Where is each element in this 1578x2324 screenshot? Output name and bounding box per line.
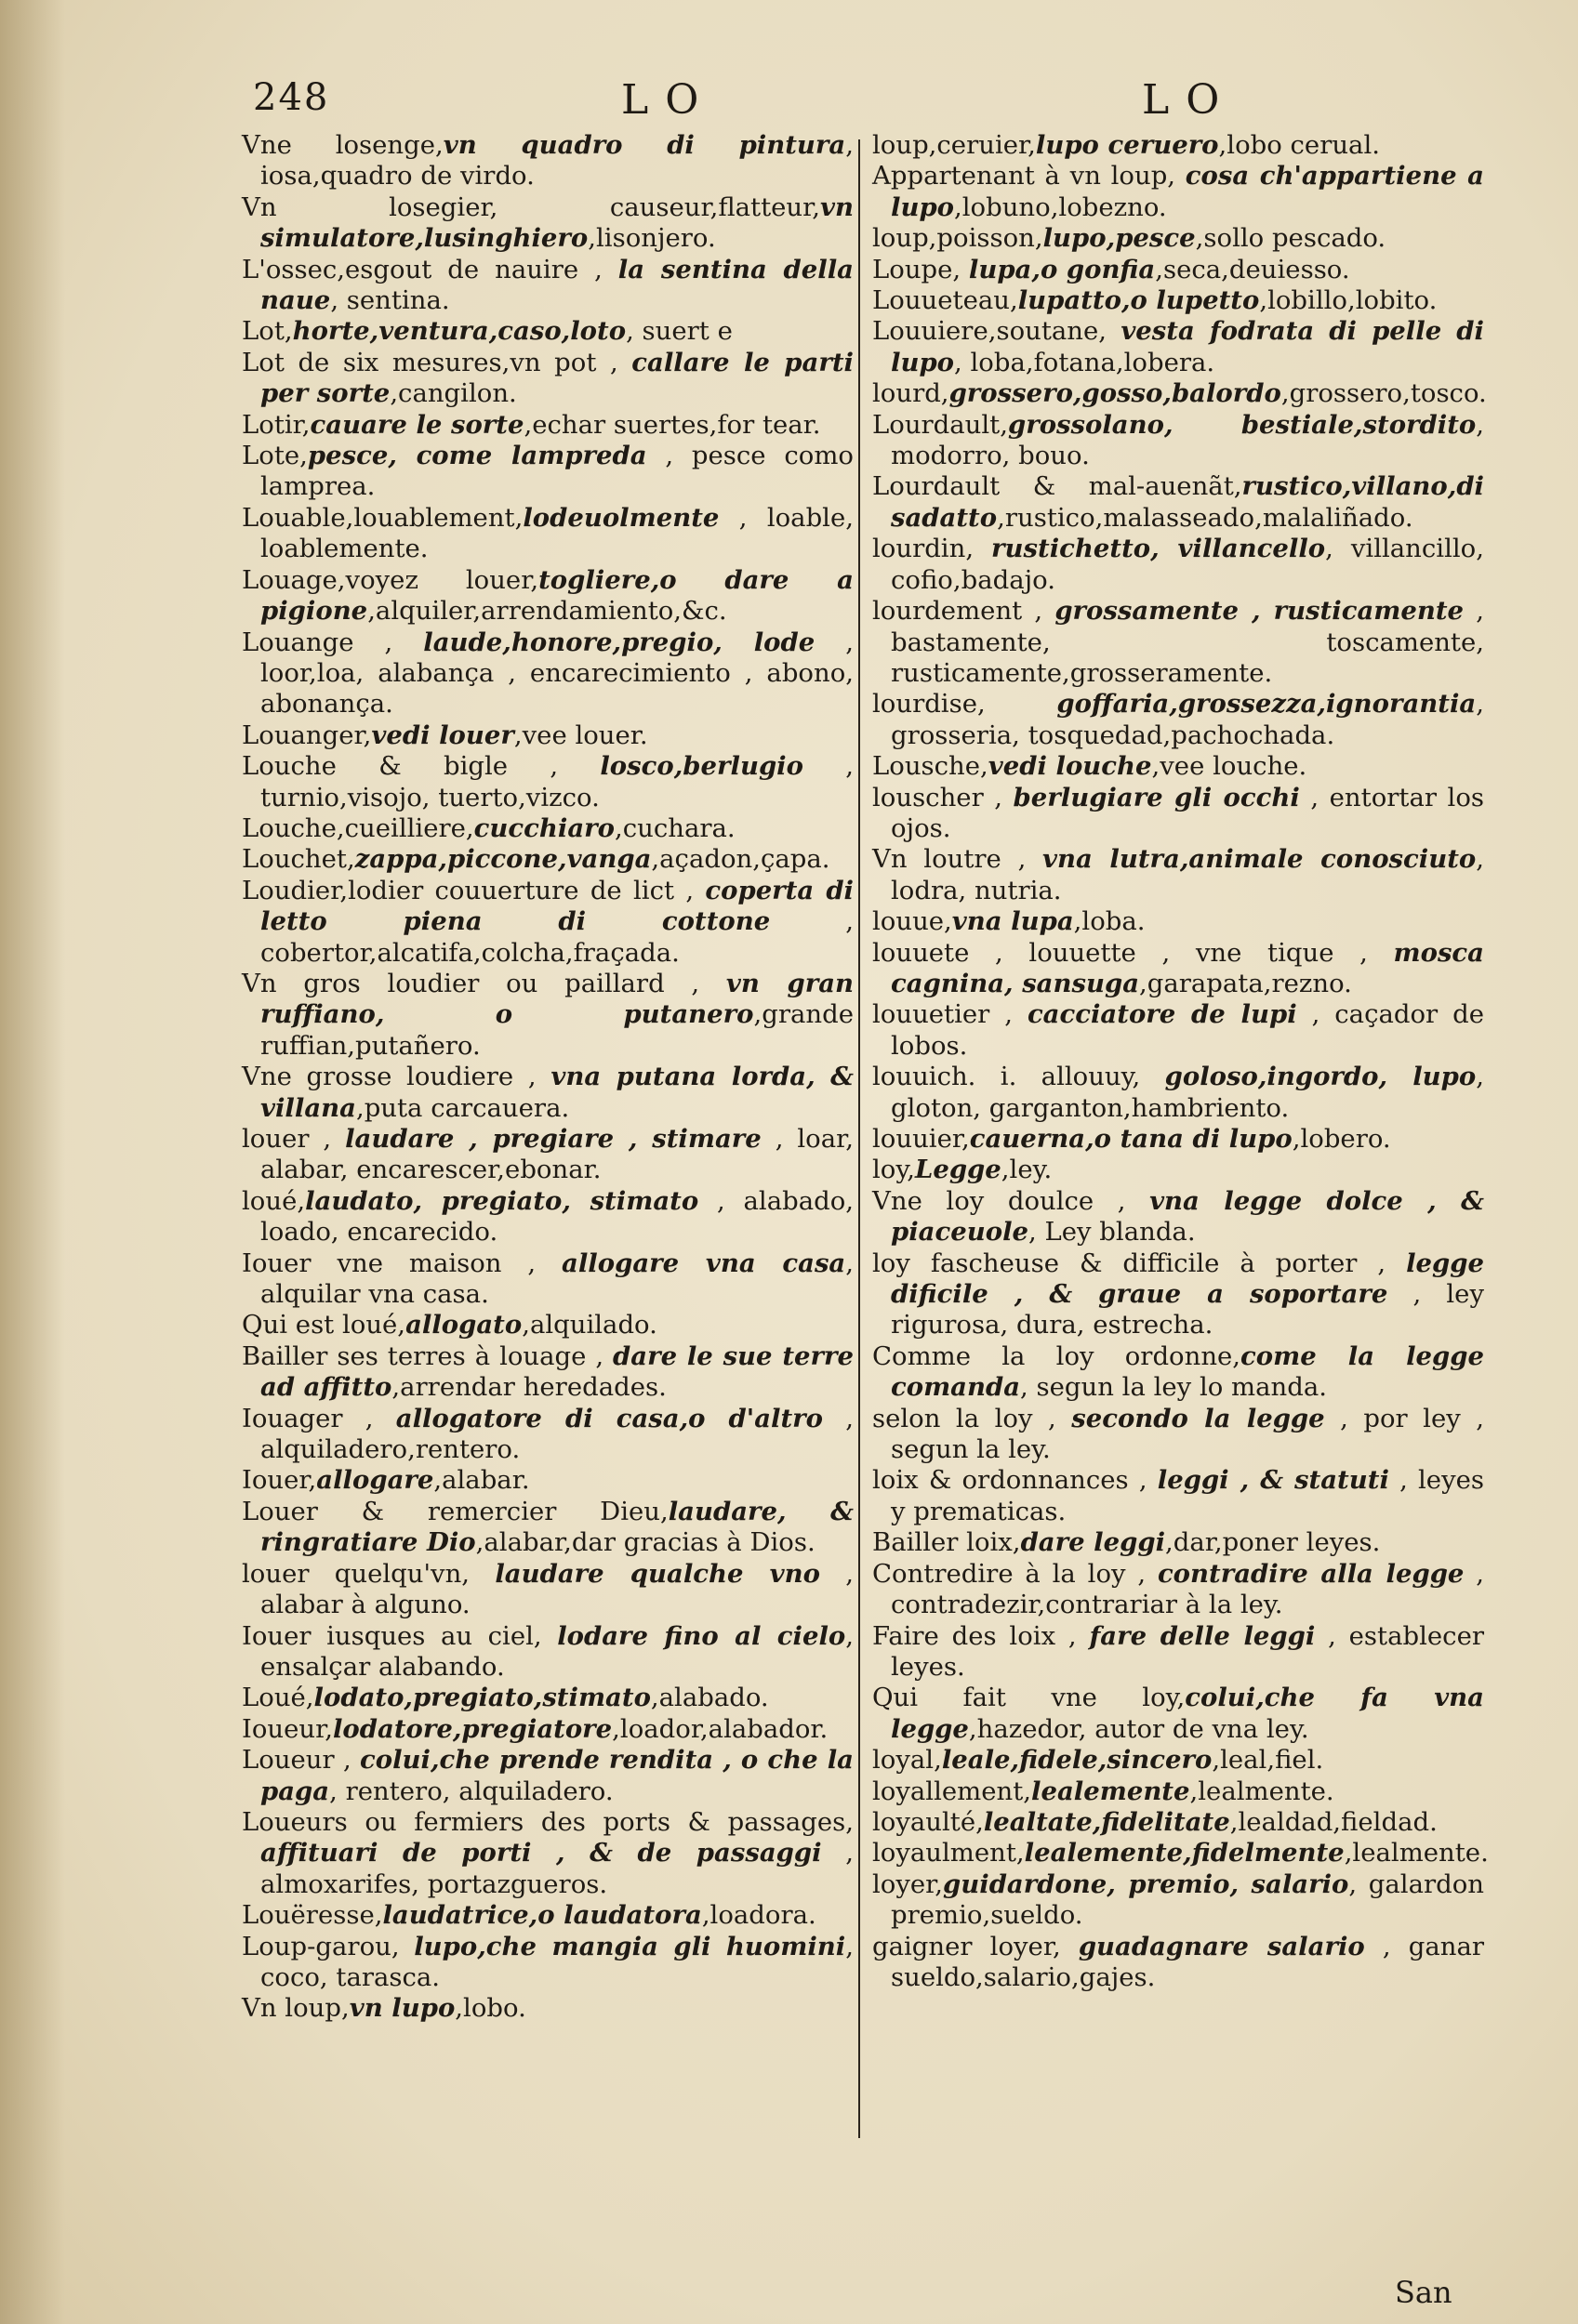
dictionary-entry: Loueurs ou fermiers des ports & passages, affituari de porti , & de passaggi , almoxarifes, portazgueros.	[242, 1806, 855, 1899]
dictionary-entry: Comme la loy ordonne,come la legge comanda, segun la ley lo manda.	[872, 1340, 1484, 1403]
dictionary-entry: Loudier,lodier couuerture de lict , coperta di letto piena di cottone , cobertor,alcatifa,colcha,fraçada.	[242, 875, 855, 968]
dictionary-entry: Contredire à la loy , contradire alla legge , contradezir,contrariar à la ley.	[872, 1558, 1485, 1620]
page-gutter-shadow	[0, 0, 65, 2324]
dictionary-entry: loup,poisson,lupo,pesce,sollo pescado.	[872, 223, 1386, 254]
left-column	[242, 130, 854, 2025]
dictionary-entry: louer , laudare , pregiare , stimare , loar, alabar, encarescer,ebonar.	[242, 1124, 854, 1185]
dictionary-entry: loy fascheuse & difficile à porter , legge dificile , & graue a soportare , ley rigurosa, dura, estrecha.	[872, 1248, 1484, 1340]
dictionary-entry: Vn losegier, causeur,flatteur,vn simulatore,lusinghiero,lisonjero.	[242, 191, 854, 254]
dictionary-entry: loyaulté,lealtate,fidelitate,lealdad,fieldad.	[872, 1806, 1438, 1837]
dictionary-entry: Iouager , allogatore di casa,o d'altro , alquiladero,rentero.	[242, 1403, 854, 1465]
dictionary-entry: loyallement,lealemente,lealmente.	[872, 1776, 1334, 1806]
dictionary-entry: Louanger,vedi louer,vee louer.	[242, 720, 648, 750]
dictionary-entry: Loué,lodato,pregiato,stimato,alabado.	[242, 1683, 769, 1713]
catchword: San	[1395, 2275, 1452, 2310]
dictionary-entry: louuete , louuette , vne tique , mosca cagnina, sansuga,garapata,rezno.	[872, 937, 1484, 998]
dictionary-entry: Louche & bigle , losco,berlugio , turnio,visojo, tuerto,vizco.	[242, 751, 854, 812]
dictionary-entry: Lourdault & mal-auenãt,rustico,villano,di sadatto,rustico,malasseado,malaliñado.	[872, 471, 1484, 533]
dictionary-entry: Lotir,cauare le sorte,echar suertes,for tear.	[242, 409, 821, 440]
dictionary-entry: Louable,louablement,lodeuolmente , loable, loablemente.	[242, 502, 854, 564]
dictionary-entry: Ioueur,lodatore,pregiatore,loador,alabador.	[242, 1713, 829, 1744]
dictionary-entry: Vn loutre , vna lutra,animale conosciuto, lodra, nutria.	[872, 844, 1484, 905]
column-divider	[858, 139, 860, 2138]
dictionary-entry: louuier,cauerna,o tana di lupo,lobero.	[872, 1124, 1391, 1154]
dictionary-entry: loy,Legge,ley.	[872, 1155, 1053, 1185]
dictionary-entry: Faire des loix , fare delle leggi , establecer leyes.	[872, 1620, 1484, 1682]
dictionary-entry: Lot de six mesures,vn pot , callare le parti per sorte,cangilon.	[242, 347, 854, 409]
dictionary-entry: Lote,pesce, come lampreda , pesce como lamprea.	[242, 441, 854, 502]
dictionary-entry: loyaulment,lealemente,fidelmente,lealmente.	[872, 1838, 1489, 1868]
dictionary-entry: Vne loy doulce , vna legge dolce , & piaceuole, Ley blanda.	[872, 1185, 1484, 1248]
dictionary-entry: loup,ceruier,lupo ceruero,lobo cerual.	[872, 130, 1380, 160]
dictionary-entry: Iouer iusques au ciel, lodare fino al cielo, ensalçar alabando.	[242, 1620, 854, 1682]
dictionary-entry: louuetier , cacciatore de lupi , caçador de lobos.	[872, 999, 1484, 1061]
dictionary-entry: louer quelqu'vn, laudare qualche vno , alabar à alguno.	[242, 1558, 854, 1620]
dictionary-entry: lourd,grossero,gosso,balordo,grossero,tosco.	[872, 378, 1487, 409]
dictionary-entry: Louange , laude,honore,pregio, lode , loor,loa, alabança , encarecimiento , abono, abonança.	[242, 627, 854, 720]
dictionary-entry: Bailler ses terres à louage , dare le sue terre ad affitto,arrendar heredades.	[242, 1340, 854, 1403]
dictionary-entry: L'ossec,esgout de nauire , la sentina della naue, sentina.	[242, 254, 854, 316]
dictionary-entry: gaigner loyer, guadagnare salario , ganar sueldo,salario,gajes.	[872, 1931, 1484, 1992]
dictionary-entry: Vne losenge,vn quadro di pintura, iosa,quadro de virdo.	[242, 130, 854, 191]
dictionary-entry: lourdin, rustichetto, villancello, villancillo, cofio,badajo.	[872, 534, 1484, 595]
dictionary-entry: Louage,voyez louer,togliere,o dare a pigione,alquiler,arrendamiento,&c.	[242, 564, 854, 627]
running-head-right: L O	[1142, 76, 1222, 124]
dictionary-entry: loyer,guidardone, premio, salario, galardon premio,sueldo.	[872, 1868, 1484, 1931]
dictionary-entry: Louer & remercier Dieu,laudare, & ringratiare Dio,alabar,dar gracias à Dios.	[242, 1496, 854, 1558]
dictionary-entry: Vn loup,vn lupo,lobo.	[242, 1993, 526, 2024]
dictionary-entry: Louche,cueilliere,cucchiaro,cuchara.	[242, 812, 736, 843]
dictionary-entry: Louueteau,lupatto,o lupetto,lobillo,lobito.	[872, 285, 1438, 316]
dictionary-entry: Appartenant à vn loup, cosa ch'appartiene a lupo,lobuno,lobezno.	[872, 161, 1484, 222]
page-number: 248	[253, 76, 330, 119]
dictionary-entry: Lot,horte,ventura,caso,loto, suert e	[242, 316, 733, 347]
dictionary-entry: lourdement , grossamente , rusticamente , bastamente, toscamente, rusticamente,grosseramente.	[872, 596, 1484, 688]
dictionary-entry: loué,laudato, pregiato, stimato , alabado, loado, encarecido.	[242, 1185, 854, 1248]
dictionary-entry: Louchet,zappa,piccone,vanga,açadon,çapa.	[242, 844, 830, 875]
dictionary-entry: Loup-garou, lupo,che mangia gli huomini, coco, tarasca.	[242, 1931, 854, 1992]
dictionary-entry: Loueur , colui,che prende rendita , o che la paga, rentero, alquiladero.	[242, 1745, 854, 1806]
dictionary-entry: lourdise, goffaria,grossezza,ignorantia, grosseria, tosquedad,pachochada.	[872, 689, 1484, 750]
dictionary-entry: louue,vna lupa,loba.	[872, 906, 1146, 937]
dictionary-entry: selon la loy , secondo la legge , por ley , segun la ley.	[872, 1403, 1484, 1465]
dictionary-entry: Vn gros loudier ou paillard , vn gran ruffiano, o putanero,grande ruffian,putañero.	[242, 968, 855, 1061]
dictionary-entry: Lourdault,grossolano, bestiale,stordito, modorro, bouo.	[872, 409, 1484, 471]
dictionary-entry: louuich. i. allouuy, goloso,ingordo, lupo, gloton, garganton,hambriento.	[872, 1062, 1484, 1123]
dictionary-entry: Bailler loix,dare leggi,dar,poner leyes.	[872, 1527, 1381, 1558]
dictionary-entry: Iouer,allogare,alabar.	[242, 1465, 530, 1496]
dictionary-entry: Qui fait vne loy,colui,che fa vna legge,hazedor, autor de vna ley.	[872, 1683, 1484, 1744]
dictionary-entry: Louëresse,laudatrice,o laudatora,loadora.	[242, 1900, 816, 1931]
dictionary-entry: Vne grosse loudiere , vna putana lorda, & villana,puta carcauera.	[242, 1062, 855, 1123]
dictionary-entry: Lousche,vedi louche,vee louche.	[872, 751, 1307, 782]
running-head-left: L O	[621, 76, 701, 124]
dictionary-entry: Loupe, lupa,o gonfia,seca,deuiesso.	[872, 254, 1350, 284]
dictionary-entry: Iouer vne maison , allogare vna casa, alquilar vna casa.	[242, 1248, 854, 1310]
dictionary-entry: louscher , berlugiare gli occhi , entortar los ojos.	[872, 782, 1484, 843]
dictionary-entry: Qui est loué,allogato,alquilado.	[242, 1310, 657, 1340]
dictionary-entry: loyal,leale,fidele,sincero,leal,fiel.	[872, 1745, 1324, 1776]
right-column	[872, 130, 1489, 1993]
dictionary-entry: Louuiere,soutane, vesta fodrata di pelle di lupo, loba,fotana,lobera.	[872, 316, 1484, 377]
dictionary-entry: loix & ordonnances , leggi , & statuti , leyes y prematicas.	[872, 1465, 1484, 1526]
